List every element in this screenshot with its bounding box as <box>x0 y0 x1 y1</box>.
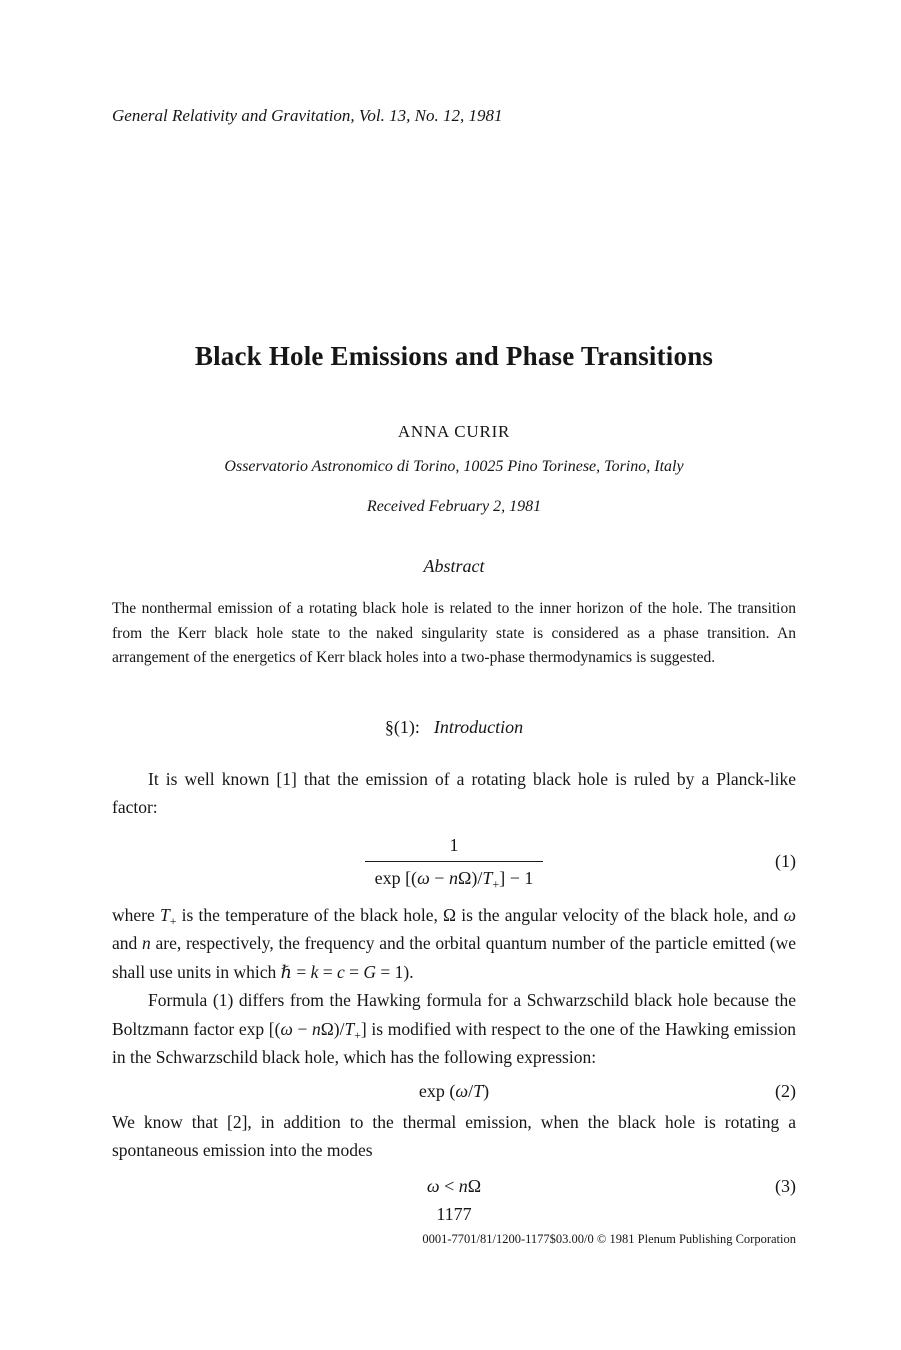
equation-1-fraction <box>365 832 544 891</box>
copyright-line: 0001-7701/81/1200-1177$03.00/0 © 1981 Plenum Publishing Corporation <box>422 1231 796 1246</box>
intro-paragraph-1: It is well known [1] that the emission of a rotating black hole is ruled by a Planck-like factor: <box>112 768 796 817</box>
equation-1-number: (1) <box>775 851 796 871</box>
equation-1-denominator: $\exp [(\omega - n\Omega)/T_+] - 1$ <box>365 861 544 891</box>
paper-title: Black Hole Emissions and Phase Transitions <box>194 341 714 371</box>
intro-paragraph-2: where $T_+$ is the temperature of the black hole, Ω is the angular velocity of the black hole, and ω and n are, respectively, the frequency and the orbital quantum number of the particle emitted (we shall use units in which ℏ = k = c = G = 1). <box>112 904 796 982</box>
equation-1 <box>112 832 796 891</box>
section-title: Introduction <box>433 716 524 737</box>
received-date: Received February 2, 1981 <box>366 498 542 515</box>
journal-running-head: General Relativity and Gravitation, Vol. 13, No. 12, 1981 <box>112 106 503 125</box>
intro-paragraph-4: We know that [2], in addition to the thermal emission, when the black hole is rotating a spontaneous emission into the modes <box>112 1111 796 1160</box>
equation-3-expression: ω < nΩ <box>426 1175 482 1196</box>
author-name: ANNA CURIR <box>397 422 511 441</box>
section-heading <box>112 716 796 738</box>
equation-3 <box>112 1173 796 1199</box>
intro-paragraph-3: Formula (1) differs from the Hawking formula for a Schwarzschild black hole because the Boltzmann factor $\exp [(\omega - n\Omega)/T_+]$ is modified with respect to the one of the Hawking emission in the Schwarzschild black hole, which has the following expression: <box>112 990 796 1067</box>
equation-3-number: (3) <box>775 1175 796 1196</box>
abstract-heading: Abstract <box>423 556 485 576</box>
page-content <box>112 0 796 1247</box>
abstract-text: The nonthermal emission of a rotating black hole is related to the inner horizon of the hole. The transition from the Kerr black hole state to the naked singularity state is considered as a phase transition. An arrangement of the energetics of Kerr black holes into a two-phase thermodynamics is suggested. <box>112 600 796 666</box>
section-number: §(1): <box>384 716 420 737</box>
equation-1-numerator: 1 <box>449 834 459 855</box>
equation-2-expression: exp (ω/T) <box>418 1080 490 1101</box>
equation-2-number: (2) <box>775 1080 796 1101</box>
page-number: 1177 <box>436 1203 472 1224</box>
equation-2 <box>112 1078 796 1104</box>
author-affiliation: Osservatorio Astronomico di Torino, 10025 Pino Torinese, Torino, Italy <box>224 458 684 475</box>
